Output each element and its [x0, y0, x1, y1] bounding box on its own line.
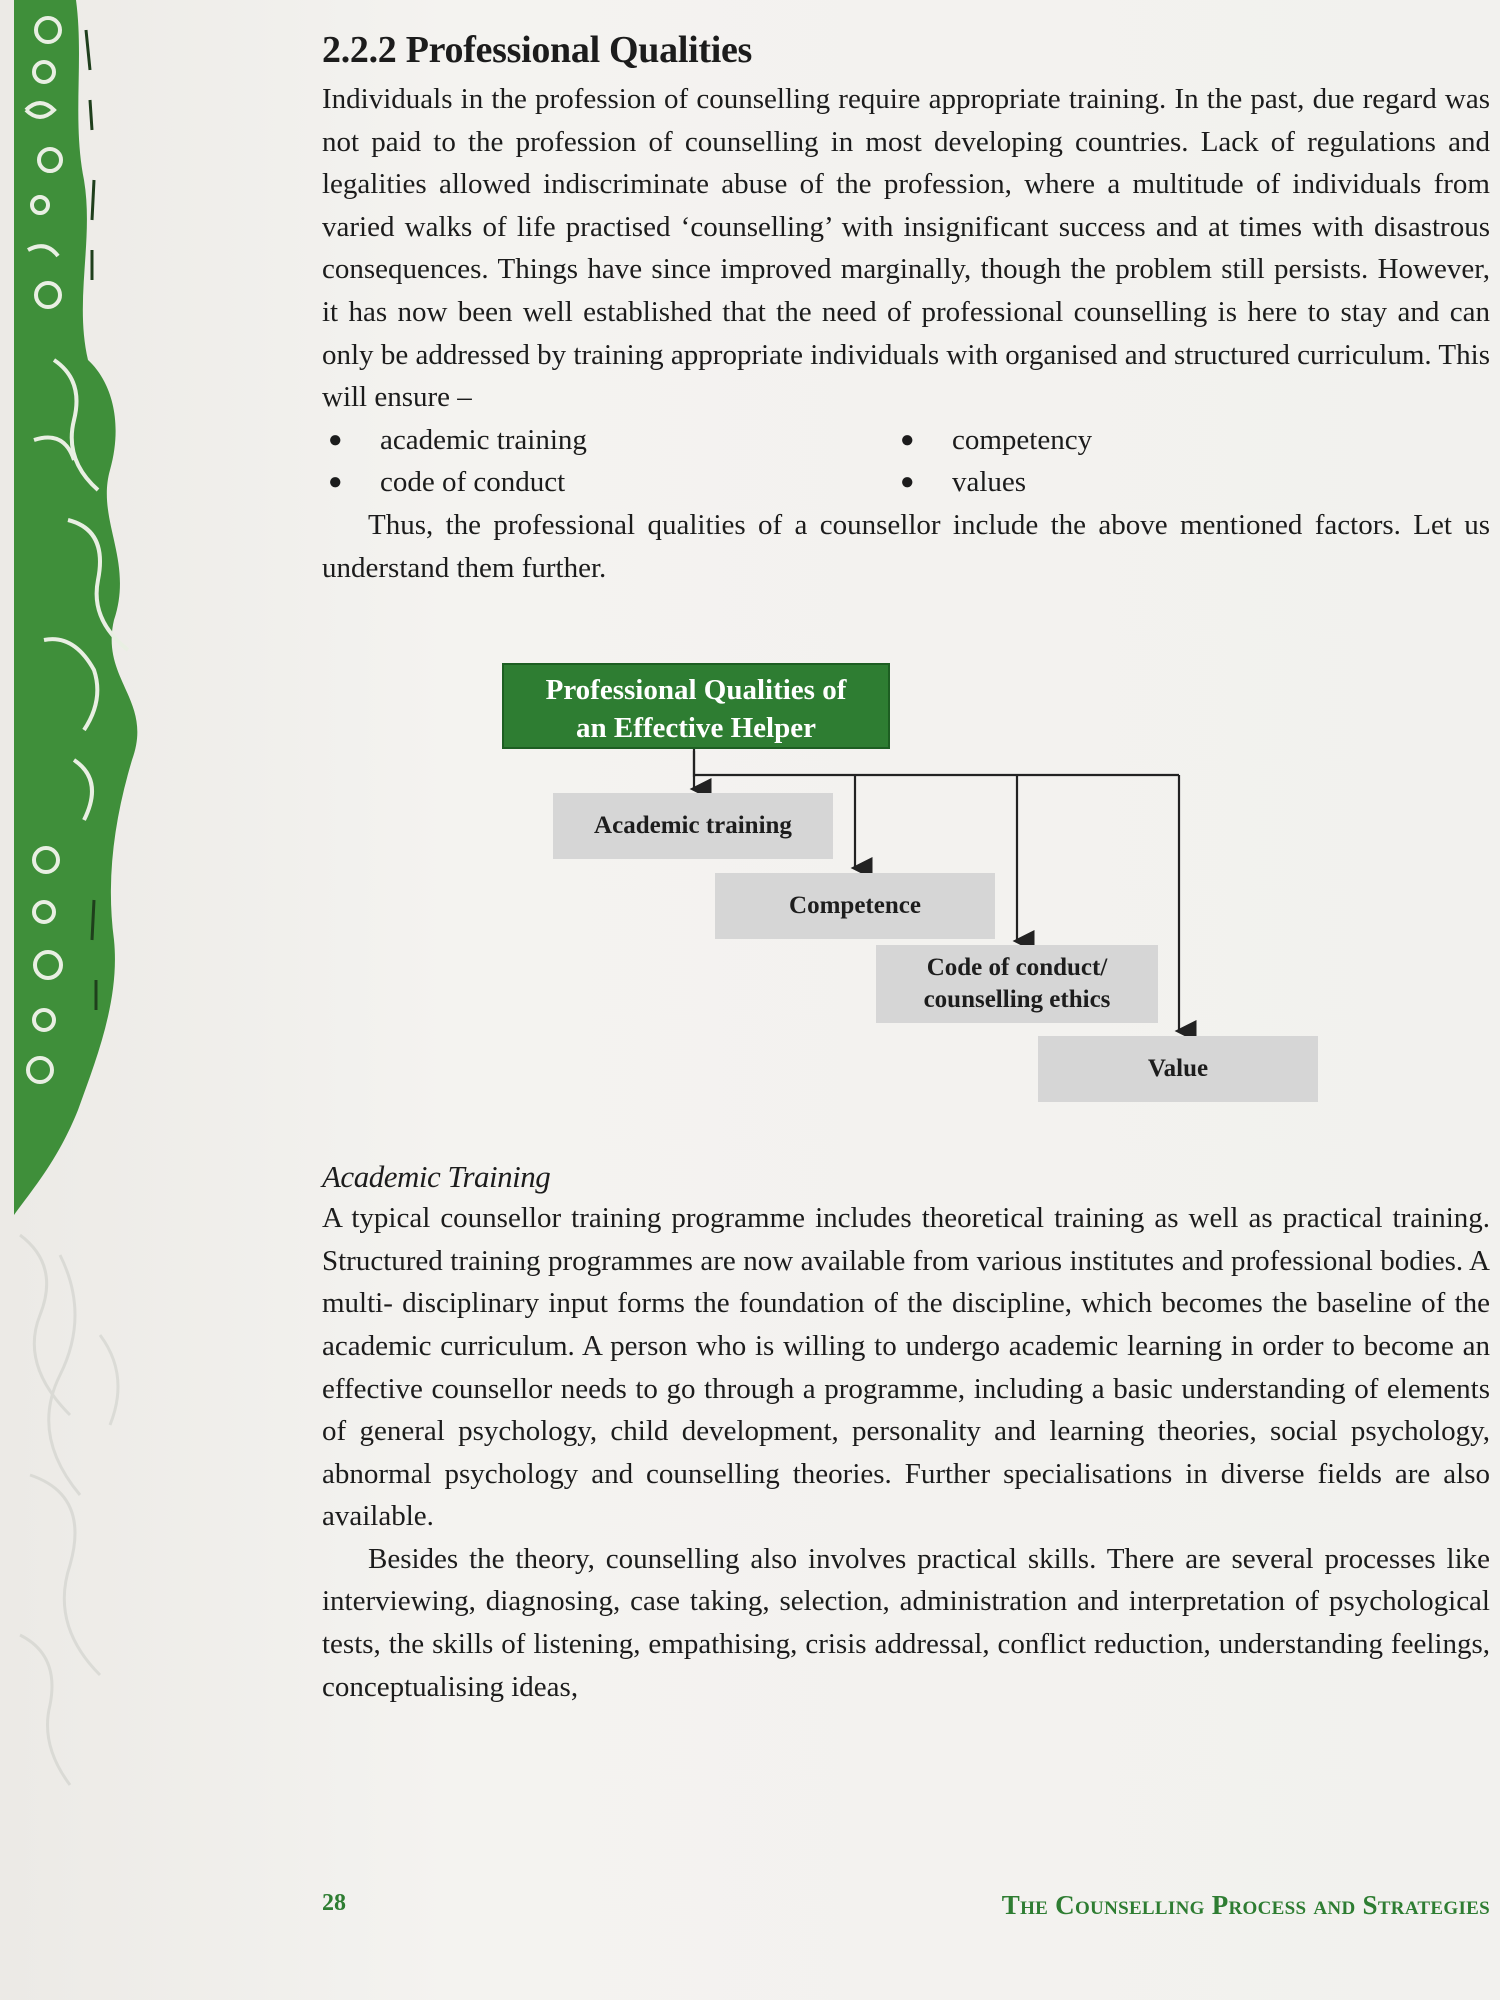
head-line: an Effective Helper: [576, 712, 816, 745]
list-item: [322, 419, 894, 462]
bullet-text: code of conduct: [380, 466, 566, 499]
decorative-border-illustration: [14, 0, 164, 1215]
quality-label: Code of conduct/: [926, 954, 1108, 982]
page-footer: [322, 1890, 1490, 1921]
quality-label: Academic training: [594, 812, 792, 840]
bullet-icon: ●: [900, 426, 915, 453]
intro-paragraph: Individuals in the profession of counselling require appropriate training. In the past, due regard was not paid to the profession of counselling in most developing countries. Lack of regulations and legalities allowed indiscriminate abuse of the profession, where a multitude of individuals from varied walks of life practised ‘counselling’ with insignificant success and at times with disastrous consequences. Things have since improved marginally, though the problem still persists. However, it has now been well established that the need of professional counselling is here to stay and can only be addressed by training appropriate individuals with organised and structured curriculum. This will ensure –: [322, 83, 1490, 414]
quality-box-value: [1038, 1036, 1318, 1102]
quality-box-competence: [715, 873, 995, 939]
quality-label: Competence: [789, 892, 921, 920]
bullet-icon: ●: [328, 469, 343, 496]
quality-box-academic: [553, 793, 833, 859]
quality-label: Value: [1147, 1055, 1209, 1083]
conclusion-paragraph: Thus, the professional qualities of a counsellor include the above mentioned factors. Let us understand them further.: [322, 508, 1490, 584]
list-item: [894, 419, 1294, 462]
subsection-heading: Academic Training: [322, 1159, 551, 1195]
head-line: Professional Qualities of: [545, 674, 847, 707]
faded-margin-illustration: [0, 1215, 180, 1815]
quality-label: counselling ethics: [923, 986, 1111, 1014]
practical-skills-paragraph: Besides the theory, counselling also involves practical skills. There are several processes like interviewing, diagnosing, case taking, selection, administration and interpretation of psychological tests, the skills of listening, empathising, crisis addressal, conflict reduction, understanding feelings, conceptualising ideas,: [322, 1542, 1490, 1703]
qualities-flow-diagram: [322, 611, 1490, 1141]
page-number: 28: [322, 1890, 346, 1916]
bullet-icon: ●: [900, 469, 915, 496]
list-item: [894, 461, 1294, 504]
academic-paragraph: A typical counsellor training programme includes theoretical training as well as practical training. Structured training programmes are now available from various institutes and professional bodies. A multi- disciplinary input forms the foundation of the discipline, which becomes the baseline of the academic curriculum. A person who is willing to undergo academic learning in order to become an effective counsellor needs to go through a programme, including a basic understanding of elements of general psychology, child development, personality and learning theories, social psychology, abnormal psychology and counselling theories. Further specialisations in diverse fields are also available.: [322, 1202, 1490, 1533]
list-item: [322, 461, 894, 504]
bullet-text: academic training: [380, 423, 587, 456]
bullet-list: [322, 419, 1490, 504]
section-title: 2.2.2 Professional Qualities: [322, 29, 753, 71]
diagram-head-box: [502, 663, 890, 749]
bullet-text: competency: [952, 423, 1093, 456]
bullet-text: values: [952, 466, 1027, 499]
running-title: The Counselling Process and Strategies: [1001, 1890, 1490, 1920]
bullet-icon: ●: [328, 426, 343, 453]
quality-box-code-of-conduct: [876, 945, 1158, 1023]
main-content: [322, 20, 1490, 1708]
